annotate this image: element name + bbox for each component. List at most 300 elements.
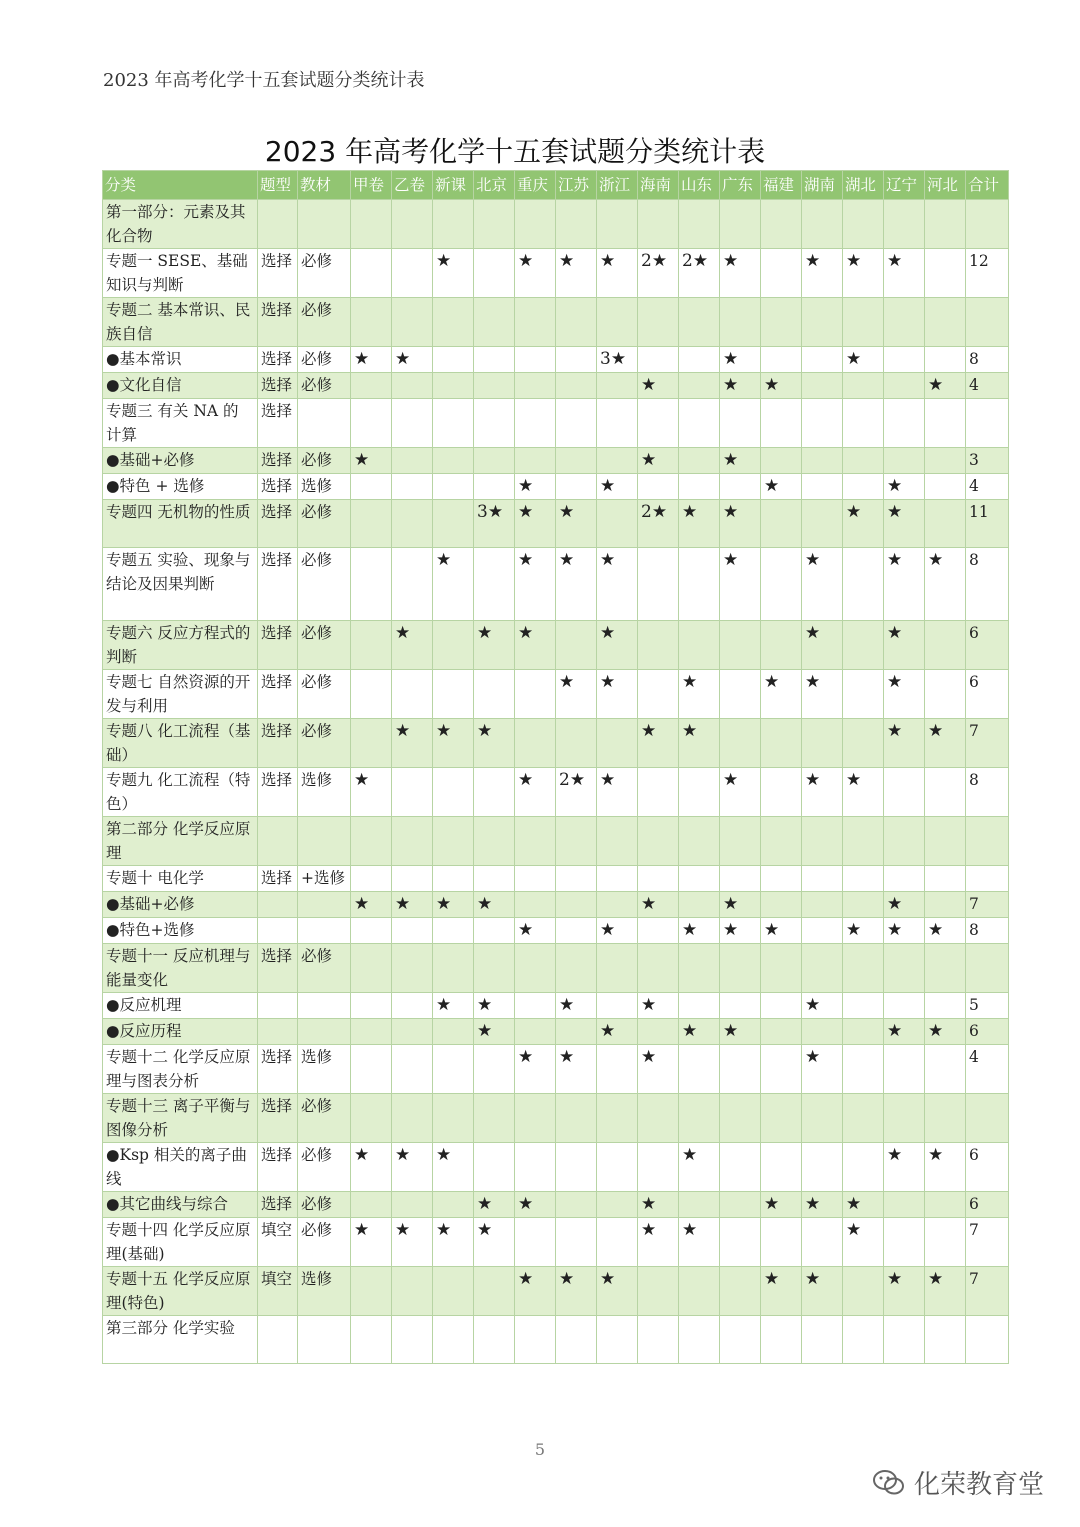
category-cell: 专题八 化工流程（基础） xyxy=(103,719,258,768)
exam-mark-cell xyxy=(843,719,884,768)
exam-mark-cell xyxy=(843,866,884,892)
category-cell: 专题二 基本常识、民族自信 xyxy=(103,298,258,347)
exam-mark-cell xyxy=(474,1094,515,1143)
column-header: 教材 xyxy=(298,171,351,200)
category-cell: 专题十一 反应机理与能量变化 xyxy=(103,944,258,993)
exam-mark-cell xyxy=(597,892,638,918)
exam-mark-cell xyxy=(597,817,638,866)
exam-mark-cell xyxy=(720,993,761,1019)
exam-mark-cell: ★ xyxy=(720,768,761,817)
exam-mark-cell: ★ xyxy=(474,993,515,1019)
exam-mark-cell xyxy=(638,200,679,249)
exam-mark-cell: ★ xyxy=(720,892,761,918)
exam-mark-cell xyxy=(802,448,843,474)
exam-mark-cell xyxy=(351,249,392,298)
exam-mark-cell xyxy=(392,399,433,448)
exam-mark-cell xyxy=(925,621,966,670)
exam-mark-cell xyxy=(351,993,392,1019)
exam-mark-cell xyxy=(638,866,679,892)
textbook-cell xyxy=(298,817,351,866)
textbook-cell: 必修 xyxy=(298,944,351,993)
column-header: 重庆 xyxy=(515,171,556,200)
exam-mark-cell xyxy=(925,249,966,298)
exam-mark-cell xyxy=(351,1316,392,1364)
exam-mark-cell xyxy=(884,373,925,399)
exam-mark-cell: ★ xyxy=(638,719,679,768)
exam-mark-cell xyxy=(679,621,720,670)
exam-mark-cell xyxy=(720,1045,761,1094)
exam-mark-cell xyxy=(474,347,515,373)
exam-mark-cell: ★ xyxy=(884,1019,925,1045)
category-cell: 专题四 无机物的性质 xyxy=(103,500,258,548)
wechat-icon xyxy=(872,1468,906,1498)
exam-mark-cell xyxy=(679,993,720,1019)
exam-mark-cell xyxy=(884,944,925,993)
exam-mark-cell: ★ xyxy=(679,670,720,719)
exam-mark-cell xyxy=(761,500,802,548)
exam-mark-cell xyxy=(597,399,638,448)
exam-mark-cell: ★ xyxy=(761,373,802,399)
exam-mark-cell xyxy=(351,817,392,866)
exam-mark-cell xyxy=(884,1094,925,1143)
exam-mark-cell xyxy=(638,944,679,993)
exam-mark-cell xyxy=(392,944,433,993)
total-cell: 4 xyxy=(966,474,1009,500)
exam-mark-cell xyxy=(515,448,556,474)
textbook-cell xyxy=(298,399,351,448)
exam-mark-cell xyxy=(720,474,761,500)
exam-mark-cell xyxy=(515,892,556,918)
exam-mark-cell xyxy=(351,621,392,670)
textbook-cell: 必修 xyxy=(298,1143,351,1192)
exam-mark-cell xyxy=(474,399,515,448)
exam-mark-cell: ★ xyxy=(802,621,843,670)
category-cell: 专题十二 化学反应原理与图表分析 xyxy=(103,1045,258,1094)
exam-mark-cell xyxy=(556,347,597,373)
exam-mark-cell xyxy=(925,993,966,1019)
table-row xyxy=(103,1143,1009,1192)
column-header: 浙江 xyxy=(597,171,638,200)
exam-mark-cell xyxy=(802,1218,843,1267)
total-cell: 7 xyxy=(966,1218,1009,1267)
exam-mark-cell xyxy=(638,548,679,621)
exam-mark-cell: ★ xyxy=(638,1218,679,1267)
exam-mark-cell xyxy=(351,944,392,993)
exam-mark-cell xyxy=(433,768,474,817)
exam-mark-cell xyxy=(597,1045,638,1094)
exam-mark-cell xyxy=(351,200,392,249)
statistics-table xyxy=(102,170,1009,1364)
exam-mark-cell xyxy=(638,474,679,500)
exam-mark-cell xyxy=(761,993,802,1019)
exam-mark-cell xyxy=(720,200,761,249)
exam-mark-cell xyxy=(433,918,474,944)
exam-mark-cell xyxy=(802,399,843,448)
exam-mark-cell: ★ xyxy=(638,993,679,1019)
exam-mark-cell: ★ xyxy=(843,918,884,944)
column-header: 湖北 xyxy=(843,171,884,200)
exam-mark-cell xyxy=(679,866,720,892)
exam-mark-cell: ★ xyxy=(925,1143,966,1192)
total-cell: 7 xyxy=(966,892,1009,918)
exam-mark-cell: ★ xyxy=(351,1218,392,1267)
category-cell: 专题一 SESE、基础知识与判断 xyxy=(103,249,258,298)
exam-mark-cell xyxy=(843,1094,884,1143)
exam-mark-cell: ★ xyxy=(802,548,843,621)
exam-mark-cell xyxy=(884,200,925,249)
exam-mark-cell xyxy=(802,298,843,347)
exam-mark-cell: ★ xyxy=(925,548,966,621)
exam-mark-cell: ★ xyxy=(556,548,597,621)
exam-mark-cell xyxy=(761,347,802,373)
exam-mark-cell xyxy=(638,399,679,448)
exam-mark-cell: ★ xyxy=(720,373,761,399)
total-cell: 4 xyxy=(966,373,1009,399)
exam-mark-cell xyxy=(843,817,884,866)
exam-mark-cell xyxy=(433,298,474,347)
exam-mark-cell xyxy=(474,474,515,500)
question-type-cell: 选择 xyxy=(258,474,298,500)
exam-mark-cell xyxy=(802,817,843,866)
exam-mark-cell xyxy=(351,500,392,548)
exam-mark-cell: 2★ xyxy=(638,500,679,548)
watermark xyxy=(872,1464,1044,1501)
exam-mark-cell xyxy=(638,1143,679,1192)
question-type-cell: 选择 xyxy=(258,670,298,719)
exam-mark-cell xyxy=(474,298,515,347)
exam-mark-cell: ★ xyxy=(474,1218,515,1267)
exam-mark-cell: 3★ xyxy=(597,347,638,373)
exam-mark-cell xyxy=(679,1267,720,1316)
exam-mark-cell xyxy=(884,448,925,474)
total-cell xyxy=(966,1094,1009,1143)
exam-mark-cell: ★ xyxy=(597,621,638,670)
column-header: 福建 xyxy=(761,171,802,200)
exam-mark-cell xyxy=(392,993,433,1019)
exam-mark-cell xyxy=(556,1019,597,1045)
exam-mark-cell xyxy=(761,1045,802,1094)
exam-mark-cell: ★ xyxy=(433,548,474,621)
exam-mark-cell xyxy=(843,373,884,399)
exam-mark-cell xyxy=(351,1192,392,1218)
exam-mark-cell xyxy=(597,448,638,474)
exam-mark-cell: ★ xyxy=(638,448,679,474)
exam-mark-cell: ★ xyxy=(515,249,556,298)
total-cell xyxy=(966,1316,1009,1364)
category-cell: 专题三 有关 NA 的计算 xyxy=(103,399,258,448)
exam-mark-cell xyxy=(392,448,433,474)
textbook-cell: 必修 xyxy=(298,373,351,399)
question-type-cell: 选择 xyxy=(258,373,298,399)
exam-mark-cell xyxy=(679,373,720,399)
table-row xyxy=(103,500,1009,548)
document-title: 2023 年高考化学十五套试题分类统计表 xyxy=(264,135,766,168)
table-row xyxy=(103,670,1009,719)
exam-mark-cell xyxy=(884,399,925,448)
exam-mark-cell xyxy=(556,373,597,399)
exam-mark-cell xyxy=(679,1316,720,1364)
exam-mark-cell xyxy=(925,347,966,373)
exam-mark-cell xyxy=(843,944,884,993)
exam-mark-cell xyxy=(884,298,925,347)
exam-mark-cell xyxy=(638,1267,679,1316)
question-type-cell: 选择 xyxy=(258,249,298,298)
exam-mark-cell: ★ xyxy=(392,347,433,373)
exam-mark-cell: ★ xyxy=(843,768,884,817)
exam-mark-cell: ★ xyxy=(556,993,597,1019)
exam-mark-cell: ★ xyxy=(351,1143,392,1192)
exam-mark-cell xyxy=(843,1143,884,1192)
exam-mark-cell xyxy=(597,298,638,347)
exam-mark-cell xyxy=(884,866,925,892)
exam-mark-cell xyxy=(597,200,638,249)
exam-mark-cell xyxy=(433,200,474,249)
exam-mark-cell xyxy=(720,1267,761,1316)
exam-mark-cell xyxy=(433,817,474,866)
total-cell: 6 xyxy=(966,1143,1009,1192)
exam-mark-cell xyxy=(433,347,474,373)
total-cell: 8 xyxy=(966,548,1009,621)
total-cell: 8 xyxy=(966,347,1009,373)
exam-mark-cell xyxy=(474,200,515,249)
exam-mark-cell xyxy=(556,817,597,866)
exam-mark-cell xyxy=(351,548,392,621)
exam-mark-cell xyxy=(351,1045,392,1094)
exam-mark-cell xyxy=(720,817,761,866)
exam-mark-cell: ★ xyxy=(679,1218,720,1267)
question-type-cell: 选择 xyxy=(258,500,298,548)
exam-mark-cell xyxy=(515,866,556,892)
category-cell: ●Ksp 相关的离子曲线 xyxy=(103,1143,258,1192)
exam-mark-cell xyxy=(720,719,761,768)
exam-mark-cell xyxy=(843,399,884,448)
exam-mark-cell xyxy=(884,768,925,817)
question-type-cell: 选择 xyxy=(258,719,298,768)
exam-mark-cell xyxy=(351,298,392,347)
exam-mark-cell xyxy=(884,817,925,866)
exam-mark-cell: ★ xyxy=(433,1218,474,1267)
exam-mark-cell: ★ xyxy=(351,892,392,918)
exam-mark-cell: ★ xyxy=(474,1192,515,1218)
exam-mark-cell xyxy=(392,1094,433,1143)
exam-mark-cell xyxy=(638,918,679,944)
category-cell: ●基础+必修 xyxy=(103,892,258,918)
exam-mark-cell: ★ xyxy=(597,474,638,500)
exam-mark-cell xyxy=(392,1267,433,1316)
exam-mark-cell: ★ xyxy=(925,373,966,399)
exam-mark-cell xyxy=(761,298,802,347)
question-type-cell xyxy=(258,817,298,866)
column-header: 山东 xyxy=(679,171,720,200)
question-type-cell: 选择 xyxy=(258,548,298,621)
exam-mark-cell: ★ xyxy=(515,548,556,621)
table-row xyxy=(103,866,1009,892)
exam-mark-cell xyxy=(474,1143,515,1192)
question-type-cell: 填空 xyxy=(258,1218,298,1267)
exam-mark-cell: ★ xyxy=(802,1267,843,1316)
question-type-cell: 选择 xyxy=(258,621,298,670)
category-cell: ●基础+必修 xyxy=(103,448,258,474)
exam-mark-cell xyxy=(515,347,556,373)
total-cell xyxy=(966,298,1009,347)
question-type-cell: 选择 xyxy=(258,1045,298,1094)
exam-mark-cell xyxy=(392,474,433,500)
total-cell xyxy=(966,944,1009,993)
exam-mark-cell xyxy=(843,993,884,1019)
page-number: 5 xyxy=(534,1440,546,1459)
textbook-cell: 必修 xyxy=(298,719,351,768)
total-cell: 6 xyxy=(966,670,1009,719)
exam-mark-cell: ★ xyxy=(556,1045,597,1094)
exam-mark-cell xyxy=(761,1143,802,1192)
category-cell: ●特色 + 选修 xyxy=(103,474,258,500)
textbook-cell: 必修 xyxy=(298,500,351,548)
exam-mark-cell: ★ xyxy=(925,719,966,768)
total-cell: 11 xyxy=(966,500,1009,548)
exam-mark-cell xyxy=(761,200,802,249)
exam-mark-cell xyxy=(843,474,884,500)
exam-mark-cell xyxy=(433,1316,474,1364)
exam-mark-cell: ★ xyxy=(679,1019,720,1045)
exam-mark-cell: ★ xyxy=(679,719,720,768)
textbook-cell xyxy=(298,1019,351,1045)
exam-mark-cell xyxy=(638,817,679,866)
exam-mark-cell xyxy=(761,892,802,918)
exam-mark-cell xyxy=(720,866,761,892)
exam-mark-cell: ★ xyxy=(515,1045,556,1094)
exam-mark-cell: ★ xyxy=(556,670,597,719)
exam-mark-cell xyxy=(679,298,720,347)
exam-mark-cell: ★ xyxy=(925,1019,966,1045)
exam-mark-cell xyxy=(761,399,802,448)
exam-mark-cell xyxy=(351,1019,392,1045)
exam-mark-cell xyxy=(843,548,884,621)
exam-mark-cell xyxy=(351,1267,392,1316)
exam-mark-cell xyxy=(802,944,843,993)
exam-mark-cell xyxy=(392,817,433,866)
table-row xyxy=(103,1094,1009,1143)
exam-mark-cell: ★ xyxy=(843,1218,884,1267)
table-row xyxy=(103,1267,1009,1316)
exam-mark-cell: ★ xyxy=(843,249,884,298)
exam-mark-cell xyxy=(679,548,720,621)
exam-mark-cell xyxy=(761,249,802,298)
exam-mark-cell xyxy=(556,621,597,670)
exam-mark-cell: ★ xyxy=(761,474,802,500)
exam-mark-cell xyxy=(720,670,761,719)
table-row xyxy=(103,768,1009,817)
column-header: 乙卷 xyxy=(392,171,433,200)
exam-mark-cell xyxy=(474,768,515,817)
exam-mark-cell xyxy=(884,993,925,1019)
exam-mark-cell xyxy=(802,347,843,373)
category-cell: ●文化自信 xyxy=(103,373,258,399)
exam-mark-cell: ★ xyxy=(802,1045,843,1094)
exam-mark-cell xyxy=(843,1045,884,1094)
exam-mark-cell: ★ xyxy=(884,621,925,670)
exam-mark-cell xyxy=(556,474,597,500)
exam-mark-cell xyxy=(515,670,556,719)
textbook-cell xyxy=(298,200,351,249)
exam-mark-cell xyxy=(638,768,679,817)
exam-mark-cell: ★ xyxy=(474,892,515,918)
exam-mark-cell: ★ xyxy=(515,500,556,548)
exam-mark-cell: ★ xyxy=(720,500,761,548)
total-cell: 6 xyxy=(966,1019,1009,1045)
exam-mark-cell xyxy=(843,1267,884,1316)
exam-mark-cell: ★ xyxy=(433,1143,474,1192)
exam-mark-cell xyxy=(392,1316,433,1364)
question-type-cell: 填空 xyxy=(258,1267,298,1316)
table-row xyxy=(103,249,1009,298)
exam-mark-cell xyxy=(597,1094,638,1143)
exam-mark-cell: 2★ xyxy=(638,249,679,298)
exam-mark-cell xyxy=(925,399,966,448)
table-row xyxy=(103,298,1009,347)
exam-mark-cell xyxy=(925,1218,966,1267)
exam-mark-cell xyxy=(802,892,843,918)
textbook-cell: 必修 xyxy=(298,621,351,670)
exam-mark-cell: ★ xyxy=(761,1192,802,1218)
exam-mark-cell xyxy=(351,719,392,768)
exam-mark-cell xyxy=(761,719,802,768)
exam-mark-cell xyxy=(392,670,433,719)
exam-mark-cell xyxy=(433,399,474,448)
exam-mark-cell xyxy=(392,200,433,249)
column-header: 北京 xyxy=(474,171,515,200)
exam-mark-cell xyxy=(925,448,966,474)
textbook-cell: 必修 xyxy=(298,347,351,373)
exam-mark-cell xyxy=(761,621,802,670)
question-type-cell: 选择 xyxy=(258,1192,298,1218)
exam-mark-cell xyxy=(597,1316,638,1364)
table-row xyxy=(103,200,1009,249)
textbook-cell: 必修 xyxy=(298,548,351,621)
total-cell: 8 xyxy=(966,768,1009,817)
exam-mark-cell xyxy=(515,200,556,249)
exam-mark-cell: ★ xyxy=(679,918,720,944)
exam-mark-cell xyxy=(720,298,761,347)
exam-mark-cell: ★ xyxy=(720,548,761,621)
exam-mark-cell: ★ xyxy=(884,548,925,621)
table-header-row xyxy=(103,171,1009,200)
exam-mark-cell xyxy=(638,1019,679,1045)
category-cell: 专题五 实验、现象与结论及因果判断 xyxy=(103,548,258,621)
watermark-text: 化荣教育堂 xyxy=(913,1470,1044,1500)
exam-mark-cell: ★ xyxy=(597,1019,638,1045)
total-cell: 8 xyxy=(966,918,1009,944)
exam-mark-cell xyxy=(638,621,679,670)
exam-mark-cell xyxy=(392,373,433,399)
textbook-cell: 选修 xyxy=(298,474,351,500)
exam-mark-cell: ★ xyxy=(597,1267,638,1316)
exam-mark-cell xyxy=(351,918,392,944)
category-cell: ●特色+选修 xyxy=(103,918,258,944)
exam-mark-cell xyxy=(679,892,720,918)
exam-mark-cell xyxy=(556,1192,597,1218)
total-cell: 6 xyxy=(966,1192,1009,1218)
exam-mark-cell xyxy=(761,944,802,993)
table-row xyxy=(103,448,1009,474)
column-header: 海南 xyxy=(638,171,679,200)
exam-mark-cell: ★ xyxy=(515,474,556,500)
total-cell xyxy=(966,399,1009,448)
question-type-cell: 选择 xyxy=(258,298,298,347)
exam-mark-cell xyxy=(351,373,392,399)
category-cell: 第三部分 化学实验 xyxy=(103,1316,258,1364)
exam-mark-cell: ★ xyxy=(556,249,597,298)
question-type-cell: 选择 xyxy=(258,399,298,448)
